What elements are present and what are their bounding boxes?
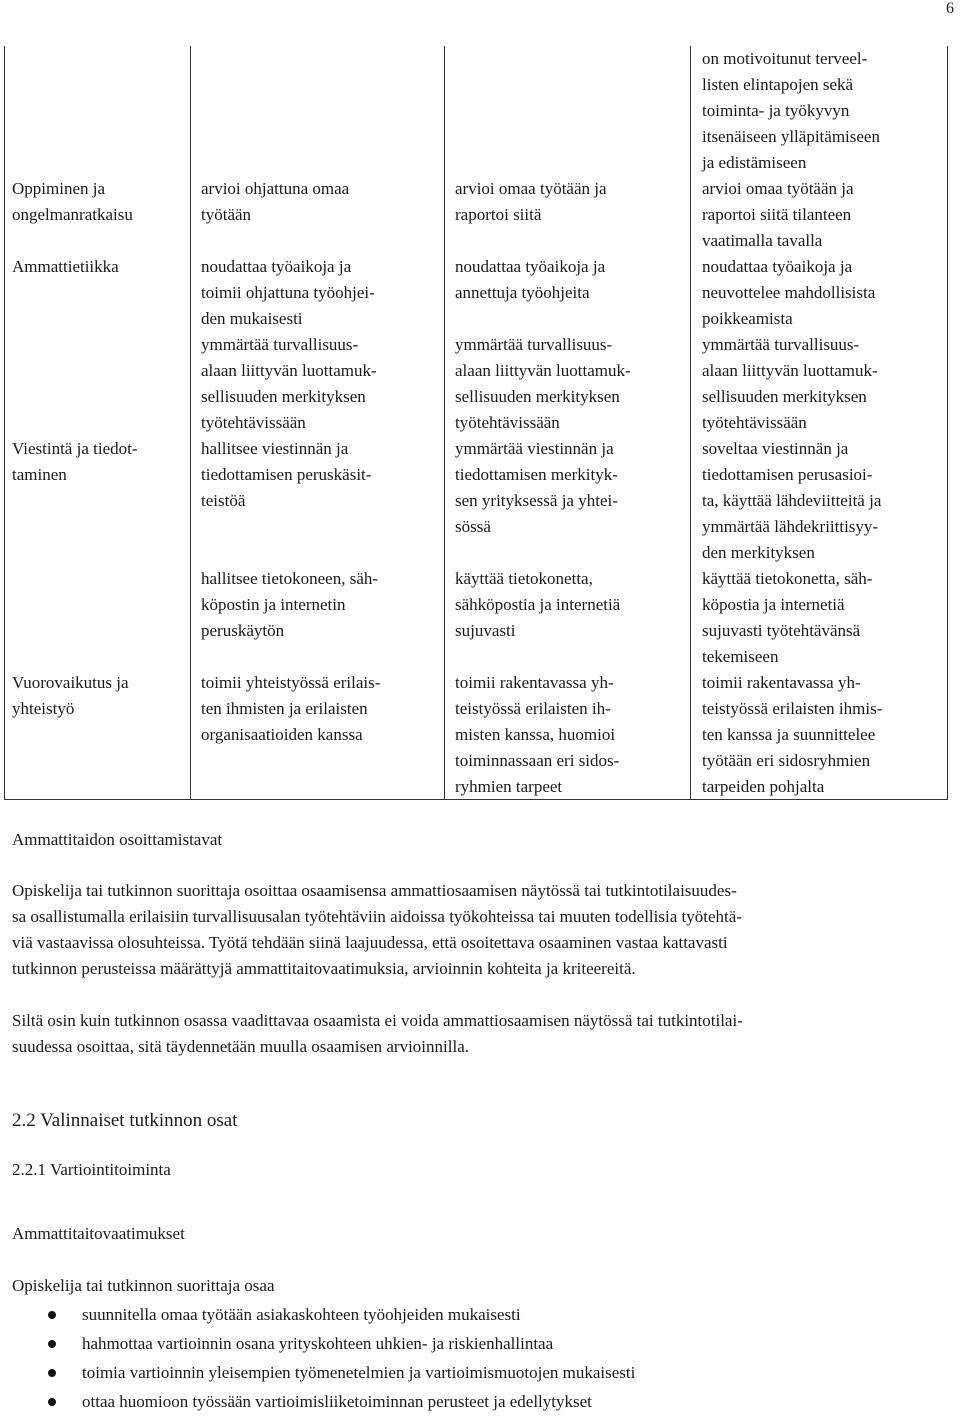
bullet-icon [48,1311,56,1319]
cell-text-line: sössä [455,517,491,536]
cell-text-line: teistyössä erilaisten ihmis- [702,699,883,718]
assessment-criteria-table [4,46,948,800]
cell-text-line: käyttää tietokonetta, säh- [702,569,873,588]
list-item-text: ottaa huomioon työssään vartioimisliiketoiminnan perusteet ja edellytykset [82,1392,592,1411]
cell-text-line: Viestintä ja tiedot- [12,439,138,458]
table-border [690,46,691,800]
table-cell-level-satisfactory [201,670,380,748]
cell-text-line: ten ihmisten ja erilaisten [201,699,368,718]
cell-text-line: ongelmanratkaisu [12,205,133,224]
table-cell-level-excellent [702,176,854,254]
table-border [190,46,191,800]
cell-text-line: raportoi siitä tilanteen [702,205,852,224]
page-number: 6 [946,0,954,17]
requirements-intro: Opiskelija tai tutkinnon suorittaja osaa [12,1276,275,1295]
cell-text-line: työtään eri sidosryhmien [702,751,871,770]
cell-text-line: ymmärtää viestinnän ja [455,439,614,458]
list-item [12,1358,952,1387]
cell-text-line: sen yrityksessä ja yhtei- [455,491,618,510]
cell-text-line: alaan liittyvän luottamuk- [201,361,377,380]
cell-text-line: Vuorovaikutus ja [12,673,129,692]
list-item [12,1329,952,1358]
cell-text-line: den mukaisesti [201,309,303,328]
demonstration-heading: Ammattitaidon osoittamistavat [12,830,223,849]
cell-text-line: toimii ohjattuna työohjei- [201,283,375,302]
cell-text-line: Ammattietiikka [12,257,119,276]
cell-text-line: tarpeiden pohjalta [702,777,825,796]
table-cell-level-excellent [702,46,880,176]
cell-text-line: itsenäiseen ylläpitämiseen [702,127,880,146]
cell-text-line: alaan liittyvän luottamuk- [702,361,878,380]
subsection-heading: 2.2.1 Vartiointitoiminta [12,1160,171,1179]
table-cell-level-excellent [702,254,875,332]
cell-text-line: hallitsee tietokoneen, säh- [201,569,379,588]
cell-text-line: teistyössä erilaisten ih- [455,699,611,718]
cell-text-line: teistöä [201,491,246,510]
text-line: suudessa osoittaa, sitä täydennetään muulla osaamisen arvioinnilla. [12,1037,469,1056]
cell-text-line: työtään [201,205,252,224]
cell-text-line: on motivoitunut terveel- [702,49,868,68]
requirements-list [12,1300,952,1416]
table-cell-level-excellent [702,436,881,566]
cell-text-line: toimii rakentavassa yh- [702,673,861,692]
cell-text-line: tekemiseen [702,647,779,666]
table-border [444,46,445,800]
text-line: viä vastaavissa olosuhteissa. Työtä tehdään siinä laajuudessa, että osoitettava osaaminen vastaa kattavasti [12,933,728,952]
table-cell-competence-area [12,436,138,488]
text-line: tutkinnon perusteissa määrättyjä ammattitaitovaatimuksia, arvioinnin kohteita ja kriteereitä. [12,959,636,978]
cell-text-line: työtehtävissään [201,413,306,432]
table-border-left [4,46,5,800]
cell-text-line: työtehtävissään [455,413,560,432]
cell-text-line: tiedottamisen perusasioi- [702,465,873,484]
cell-text-line: listen elintapojen sekä [702,75,854,94]
cell-text-line: noudattaa työaikoja ja [455,257,606,276]
list-item-text: hahmottaa vartioinnin osana yrityskohteen uhkien- ja riskienhallintaa [82,1334,554,1353]
table-cell-competence-area [12,176,133,228]
cell-text-line: alaan liittyvän luottamuk- [455,361,631,380]
text-line: Siltä osin kuin tutkinnon osassa vaadittavaa osaamista ei voida ammattiosaamisen näytössä tai tutkintotilai- [12,1011,743,1030]
cell-text-line: sujuvasti työtehtävänsä [702,621,861,640]
text-line: Opiskelija tai tutkinnon suorittaja osoittaa osaamisensa ammattiosaamisen näytössä tai tutkintotilaisuudes- [12,881,737,900]
cell-text-line: vaatimalla tavalla [702,231,823,250]
cell-text-line: ymmärtää turvallisuus- [455,335,613,354]
bullet-icon [48,1369,56,1377]
cell-text-line: arvioi ohjattuna omaa [201,179,350,198]
table-cell-level-good [455,436,618,540]
cell-text-line: ymmärtää turvallisuus- [702,335,860,354]
table-cell-level-good [455,566,620,644]
cell-text-line: sellisuuden merkityksen [201,387,366,406]
cell-text-line: hallitsee viestinnän ja [201,439,349,458]
section-heading: 2.2 Valinnaiset tutkinnon osat [12,1110,238,1131]
cell-text-line: noudattaa työaikoja ja [201,257,352,276]
list-item-text: suunnitella omaa työtään asiakaskohteen työohjeiden mukaisesti [82,1305,521,1324]
cell-text-line: sujuvasti [455,621,516,640]
cell-text-line: organisaatioiden kanssa [201,725,363,744]
cell-text-line: raportoi siitä [455,205,542,224]
cell-text-line: ten kanssa ja suunnittelee [702,725,876,744]
table-cell-competence-area [12,670,129,722]
cell-text-line: annettuja työohjeita [455,283,590,302]
cell-text-line: arvioi omaa työtään ja [455,179,607,198]
cell-text-line: käyttää tietokonetta, [455,569,593,588]
cell-text-line: toiminta- ja työkyvyn [702,101,850,120]
list-item [12,1387,952,1416]
table-cell-level-excellent [702,332,878,436]
text-line: sa osallistumalla erilaisiin turvallisuusalan työtehtäviin aidoissa työkohteissa tai muuten todellisia työtehtä- [12,907,742,926]
cell-text-line: köpostin ja internetin [201,595,346,614]
cell-text-line: toimii yhteistyössä erilais- [201,673,381,692]
list-item [12,1300,952,1329]
cell-text-line: yhteistyö [12,699,75,718]
cell-text-line: noudattaa työaikoja ja [702,257,853,276]
bullet-icon [48,1398,56,1406]
cell-text-line: köpostia ja internetiä [702,595,845,614]
table-cell-level-satisfactory [201,176,349,228]
cell-text-line: den merkityksen [702,543,815,562]
table-cell-level-good [455,332,631,436]
cell-text-line: poikkeamista [702,309,793,328]
table-cell-level-satisfactory [201,332,377,436]
cell-text-line: sähköpostia ja internetiä [455,595,621,614]
table-cell-level-satisfactory [201,566,378,644]
cell-text-line: tiedottamisen peruskäsit- [201,465,372,484]
cell-text-line: toiminnassaan eri sidos- [455,751,620,770]
cell-text-line: misten kanssa, huomioi [455,725,616,744]
cell-text-line: sellisuuden merkityksen [455,387,620,406]
demonstration-paragraph-1 [12,878,952,982]
table-cell-level-good [455,670,619,800]
cell-text-line: ja edistämiseen [702,153,807,172]
cell-text-line: arvioi omaa työtään ja [702,179,854,198]
cell-text-line: toimii rakentavassa yh- [455,673,614,692]
table-cell-level-good [455,176,607,228]
table-border-right [947,46,948,800]
cell-text-line: ymmärtää lähdekriittisyy- [702,517,879,536]
cell-text-line: tiedottamisen merkityk- [455,465,618,484]
cell-text-line: Oppiminen ja [12,179,106,198]
cell-text-line: ta, käyttää lähdeviitteitä ja [702,491,882,510]
table-cell-competence-area [12,254,119,280]
bullet-icon [48,1340,56,1348]
cell-text-line: taminen [12,465,67,484]
table-cell-level-satisfactory [201,254,375,332]
cell-text-line: sellisuuden merkityksen [702,387,867,406]
cell-text-line: soveltaa viestinnän ja [702,439,849,458]
cell-text-line: ryhmien tarpeet [455,777,563,796]
requirements-heading: Ammattitaitovaatimukset [12,1224,185,1243]
cell-text-line: peruskäytön [201,621,285,640]
demonstration-paragraph-2 [12,1008,952,1060]
cell-text-line: työtehtävissään [702,413,807,432]
table-cell-level-satisfactory [201,436,371,514]
table-cell-level-excellent [702,670,882,800]
table-cell-level-good [455,254,605,306]
table-cell-level-excellent [702,566,872,670]
cell-text-line: ymmärtää turvallisuus- [201,335,359,354]
list-item-text: toimia vartioinnin yleisempien työmenetelmien ja vartioimismuotojen mukaisesti [82,1363,636,1382]
cell-text-line: neuvottelee mahdollisista [702,283,876,302]
